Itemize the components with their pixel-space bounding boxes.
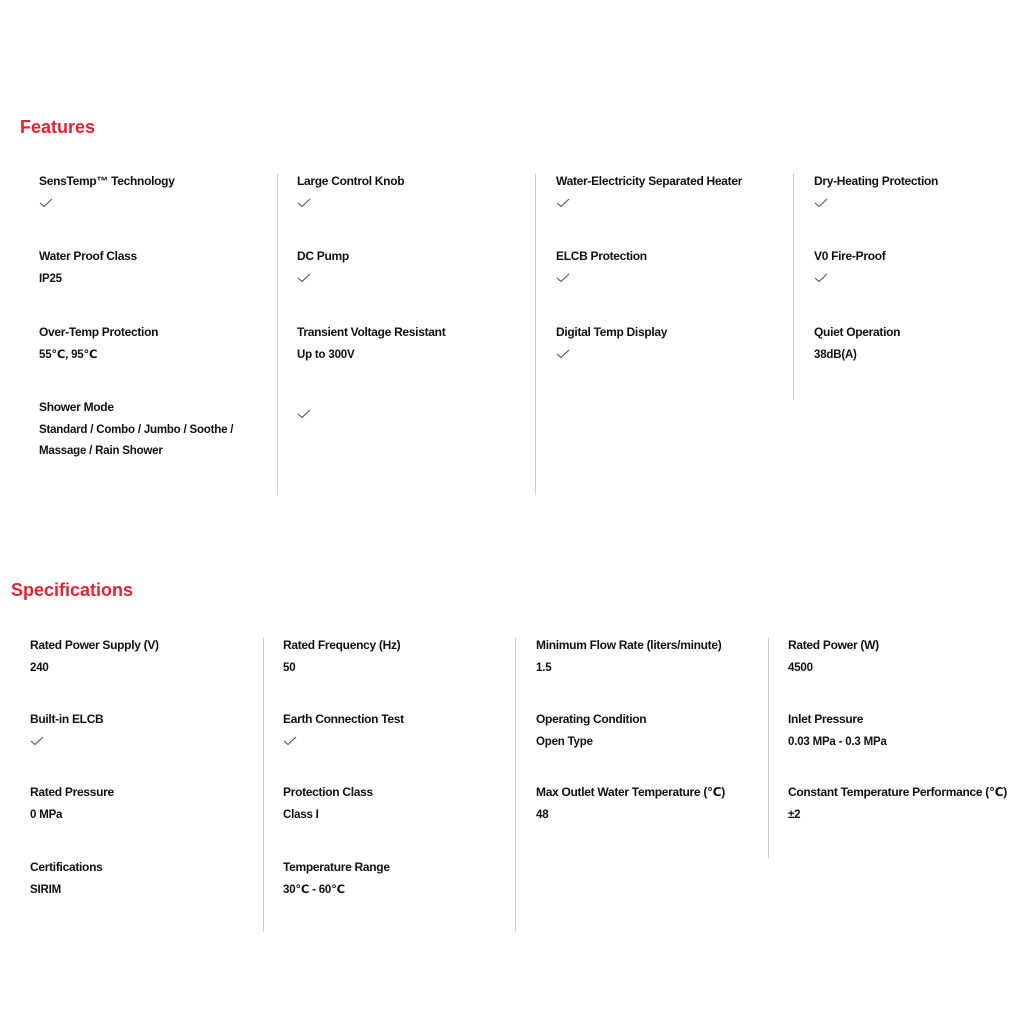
spec-label: Minimum Flow Rate (liters/minute) [536, 638, 722, 652]
spec-label: Rated Frequency (Hz) [283, 638, 401, 652]
check-icon [297, 409, 311, 419]
feature-water-proof-class [39, 249, 289, 290]
spec-value: 4500 [788, 662, 813, 674]
spec-label: Constant Temperature Performance (℃) [788, 785, 1007, 799]
feature-label: ELCB Protection [556, 249, 647, 263]
feature-label: Transient Voltage Resistant [297, 325, 446, 339]
spec-temperature-range [283, 860, 508, 901]
feature-label: V0 Fire-Proof [814, 249, 886, 263]
feature-label: Large Control Knob [297, 174, 405, 188]
spec-value: SIRIM [30, 884, 61, 896]
spec-protection-class [283, 785, 508, 826]
spec-minimum-flow-rate [536, 638, 766, 679]
check-icon [814, 198, 828, 208]
feature-senstemp [39, 174, 289, 208]
check-icon [556, 198, 570, 208]
feature-dc-pump [297, 249, 547, 283]
spec-value: 1.5 [536, 662, 552, 674]
spec-label: Built-in ELCB [30, 712, 104, 726]
spec-built-in-elcb [30, 712, 260, 746]
check-icon [556, 349, 570, 359]
feature-quiet-operation [814, 325, 1004, 366]
features-heading: Features [20, 117, 96, 137]
spec-max-outlet-temperature [536, 785, 766, 826]
spec-value: 240 [30, 662, 49, 674]
feature-unlabeled [297, 400, 547, 419]
features-column-3 [535, 174, 772, 495]
feature-label: Digital Temp Display [556, 325, 668, 339]
spec-value: 30℃ - 60℃ [283, 884, 345, 896]
spec-operating-condition [536, 712, 766, 753]
feature-dry-heating-protection [814, 174, 1004, 208]
feature-value: IP25 [39, 273, 62, 285]
spec-label: Rated Power (W) [788, 638, 879, 652]
spec-value: 50 [283, 662, 296, 674]
spec-value: 48 [536, 809, 549, 821]
spec-label: Inlet Pressure [788, 712, 864, 726]
specs-column-4 [768, 638, 1009, 858]
check-icon [297, 198, 311, 208]
spec-label: Operating Condition [536, 712, 647, 726]
specs-column-3 [515, 638, 748, 932]
feature-label: SensTemp™ Technology [39, 174, 175, 188]
feature-transient-voltage [297, 325, 547, 366]
feature-large-control-knob [297, 174, 547, 208]
spec-inlet-pressure [788, 712, 1024, 753]
feature-label: Dry-Heating Protection [814, 174, 939, 188]
spec-rated-pressure [30, 785, 260, 826]
spec-value: Open Type [536, 736, 593, 748]
feature-label: Water-Electricity Separated Heater [556, 174, 743, 188]
feature-v0-fire-proof [814, 249, 1004, 283]
features-column-4 [793, 174, 1004, 400]
spec-label: Temperature Range [283, 860, 390, 874]
feature-value: 38dB(A) [814, 349, 857, 361]
features-column-2 [277, 174, 514, 495]
feature-label: Over-Temp Protection [39, 325, 159, 339]
spec-label: Max Outlet Water Temperature (℃) [536, 785, 725, 799]
feature-elcb-protection [556, 249, 806, 283]
spec-value: ±2 [788, 809, 801, 821]
feature-water-electricity-heater [556, 174, 806, 208]
feature-value: Up to 300V [297, 349, 355, 361]
spec-label: Certifications [30, 860, 103, 874]
feature-value-line: Massage / Rain Shower [39, 445, 163, 457]
feature-label: DC Pump [297, 249, 349, 263]
specs-column-2 [263, 638, 494, 932]
spec-value: Class I [283, 809, 319, 821]
spec-label: Earth Connection Test [283, 712, 404, 726]
specs-column-1 [30, 638, 262, 932]
spec-label: Rated Pressure [30, 785, 114, 799]
feature-value-line: Standard / Combo / Jumbo / Soothe / [39, 424, 234, 436]
feature-shower-mode [39, 400, 289, 462]
feature-value: 55℃, 95℃ [39, 349, 98, 361]
features-column-1 [39, 174, 276, 495]
spec-earth-connection-test [283, 712, 508, 746]
spec-value: 0 MPa [30, 809, 63, 821]
spec-rated-frequency [283, 638, 508, 679]
check-icon [30, 736, 44, 746]
spec-label: Rated Power Supply (V) [30, 638, 159, 652]
check-icon [39, 198, 53, 208]
spec-label: Protection Class [283, 785, 373, 799]
feature-label: Water Proof Class [39, 249, 137, 263]
spec-certifications [30, 860, 260, 901]
feature-digital-temp-display [556, 325, 806, 359]
check-icon [556, 273, 570, 283]
check-icon [297, 273, 311, 283]
spec-value: 0.03 MPa - 0.3 MPa [788, 736, 887, 748]
check-icon [814, 273, 828, 283]
specifications-heading: Specifications [11, 580, 134, 600]
spec-rated-power-supply [30, 638, 260, 679]
feature-over-temp-protection [39, 325, 289, 366]
spec-rated-power [788, 638, 1024, 679]
spec-constant-temperature-performance [788, 785, 1024, 826]
feature-label: Shower Mode [39, 400, 114, 414]
check-icon [283, 736, 297, 746]
feature-label: Quiet Operation [814, 325, 901, 339]
feature-value [39, 420, 289, 462]
